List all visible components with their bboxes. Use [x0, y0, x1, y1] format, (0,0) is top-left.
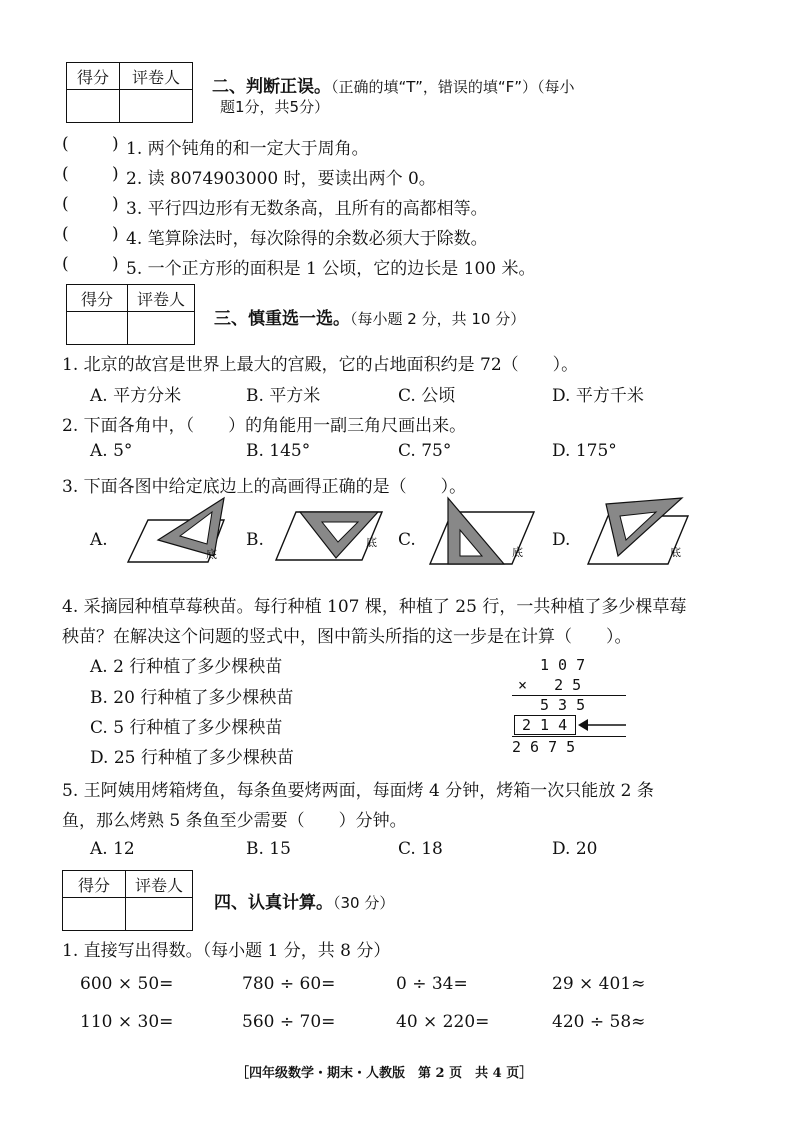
base-label: 底	[670, 546, 681, 559]
option[interactable]: B. 20 行种植了多少棵秧苗	[90, 688, 294, 708]
sec4-header	[214, 888, 394, 913]
answer-paren-close: )	[112, 194, 119, 214]
calc-expression[interactable]: 600 × 50=	[80, 974, 174, 994]
score-cell[interactable]	[67, 312, 128, 345]
option[interactable]: D. 平方千米	[552, 386, 644, 406]
grader-label: 评卷人	[126, 871, 193, 898]
item-text: 1. 两个钝角的和一定大于周角。	[126, 139, 369, 159]
figure-label[interactable]: A.	[90, 530, 108, 550]
sec3-note: （每小题 2 分，共 10 分）	[350, 310, 526, 328]
sec2-note: （正确的填“T”，错误的填“F”）（每小	[331, 78, 575, 96]
option[interactable]: D. 25 行种植了多少棵秧苗	[90, 748, 294, 768]
base-label: 底	[366, 536, 377, 549]
calc-expression[interactable]: 40 × 220=	[396, 1012, 490, 1032]
answer-paren-close: )	[112, 224, 119, 244]
sec2-header	[212, 72, 575, 97]
q3-text: 3. 下面各图中给定底边上的高画得正确的是（ ）。	[62, 477, 467, 497]
answer-paren-close: )	[112, 164, 119, 184]
calc-multiplicand: 1 0 7	[540, 656, 586, 674]
q5-line1: 5. 王阿姨用烤箱烤鱼，每条鱼要烤两面，每面烤 4 分钟，烤箱一次只能放 2 条	[62, 781, 654, 801]
answer-paren-open[interactable]: (	[62, 254, 69, 274]
figure-a	[120, 496, 240, 568]
figure-label[interactable]: D.	[552, 530, 571, 550]
sec4-q1-text: 1. 直接写出得数。（每小题 1 分，共 8 分）	[62, 941, 391, 961]
item-text: 3. 平行四边形有无数条高，且所有的高都相等。	[126, 199, 488, 219]
calc-expression[interactable]: 420 ÷ 58≈	[552, 1012, 646, 1032]
page-footer: ［四年级数学・期末・人教版 第 2 页 共 4 页］	[236, 1066, 533, 1081]
calc-multiplier: × 2 5	[518, 676, 582, 694]
figure-label[interactable]: B.	[246, 530, 264, 550]
figure-d	[578, 494, 698, 570]
q5-line2: 鱼，那么烤熟 5 条鱼至少需要（ ）分钟。	[62, 811, 407, 831]
calc-expression[interactable]: 780 ÷ 60=	[242, 974, 336, 994]
figure-c	[422, 494, 542, 570]
item-text: 4. 笔算除法时，每次除得的余数必须大于除数。	[126, 229, 488, 249]
score-box-sec4	[62, 870, 193, 931]
option[interactable]: C. 5 行种植了多少棵秧苗	[90, 718, 283, 738]
option[interactable]: D. 175°	[552, 441, 617, 461]
score-cell[interactable]	[63, 898, 126, 931]
figure-b	[270, 504, 390, 566]
calc-expression[interactable]: 110 × 30=	[80, 1012, 174, 1032]
option[interactable]: C. 75°	[398, 441, 452, 461]
grader-cell[interactable]	[120, 90, 193, 123]
sec2-note2: 题1分，共5分）	[220, 98, 330, 116]
option[interactable]: A. 2 行种植了多少棵秧苗	[90, 657, 283, 677]
score-box-sec2	[66, 62, 193, 123]
base-label: 底	[512, 546, 523, 559]
score-label: 得分	[67, 285, 128, 312]
q1-text: 1. 北京的故宫是世界上最大的宫殿，它的占地面积约是 72（ ）。	[62, 355, 579, 375]
answer-paren-open[interactable]: (	[62, 194, 69, 214]
score-box-sec3	[66, 284, 195, 345]
option[interactable]: A. 5°	[90, 441, 133, 461]
calc-expression[interactable]: 560 ÷ 70=	[242, 1012, 336, 1032]
item-text: 5. 一个正方形的面积是 1 公顷，它的边长是 100 米。	[126, 259, 536, 279]
option[interactable]: C. 18	[398, 839, 443, 859]
calc-product: 2 6 7 5	[512, 738, 576, 756]
arrow-left-icon	[576, 716, 628, 734]
grader-label: 评卷人	[120, 63, 193, 90]
answer-paren-close: )	[112, 134, 119, 154]
sec4-title: 四、认真计算。	[214, 893, 333, 913]
sec4-note: （30 分）	[333, 894, 395, 912]
answer-paren-open[interactable]: (	[62, 164, 69, 184]
base-label: 底	[206, 548, 217, 561]
grader-cell[interactable]	[128, 312, 195, 345]
q4-line2: 秧苗？在解决这个问题的竖式中，图中箭头所指的这一步是在计算（ ）。	[62, 627, 632, 647]
vertical-calculation	[500, 652, 640, 762]
option[interactable]: B. 145°	[246, 441, 311, 461]
option[interactable]: A. 平方分米	[90, 386, 182, 406]
calc-expression[interactable]: 0 ÷ 34=	[396, 974, 468, 994]
score-label: 得分	[67, 63, 120, 90]
option[interactable]: C. 公顷	[398, 386, 456, 406]
grader-cell[interactable]	[126, 898, 193, 931]
answer-paren-open[interactable]: (	[62, 224, 69, 244]
calc-partial-1: 5 3 5	[540, 696, 586, 714]
option[interactable]: D. 20	[552, 839, 598, 859]
sec2-title: 二、判断正误。	[212, 77, 331, 97]
calc-expression[interactable]: 29 × 401≈	[552, 974, 646, 994]
item-text: 2. 读 8074903000 时，要读出两个 0。	[126, 169, 436, 189]
q2-text: 2. 下面各角中，（ ）的角能用一副三角尺画出来。	[62, 416, 467, 436]
option[interactable]: B. 平方米	[246, 386, 321, 406]
calc-partial-2: 2 1 4	[522, 716, 568, 734]
answer-paren-open[interactable]: (	[62, 134, 69, 154]
sec3-title: 三、慎重选一选。	[214, 309, 350, 329]
score-cell[interactable]	[67, 90, 120, 123]
sec3-header	[214, 304, 525, 329]
calc-rule	[512, 736, 626, 737]
score-label: 得分	[63, 871, 126, 898]
option[interactable]: A. 12	[90, 839, 135, 859]
figure-label[interactable]: C.	[398, 530, 416, 550]
grader-label: 评卷人	[128, 285, 195, 312]
option[interactable]: B. 15	[246, 839, 291, 859]
answer-paren-close: )	[112, 254, 119, 274]
q4-line1: 4. 采摘园种植草莓秧苗。每行种植 107 棵，种植了 25 行，一共种植了多少棵草莓	[62, 597, 687, 617]
